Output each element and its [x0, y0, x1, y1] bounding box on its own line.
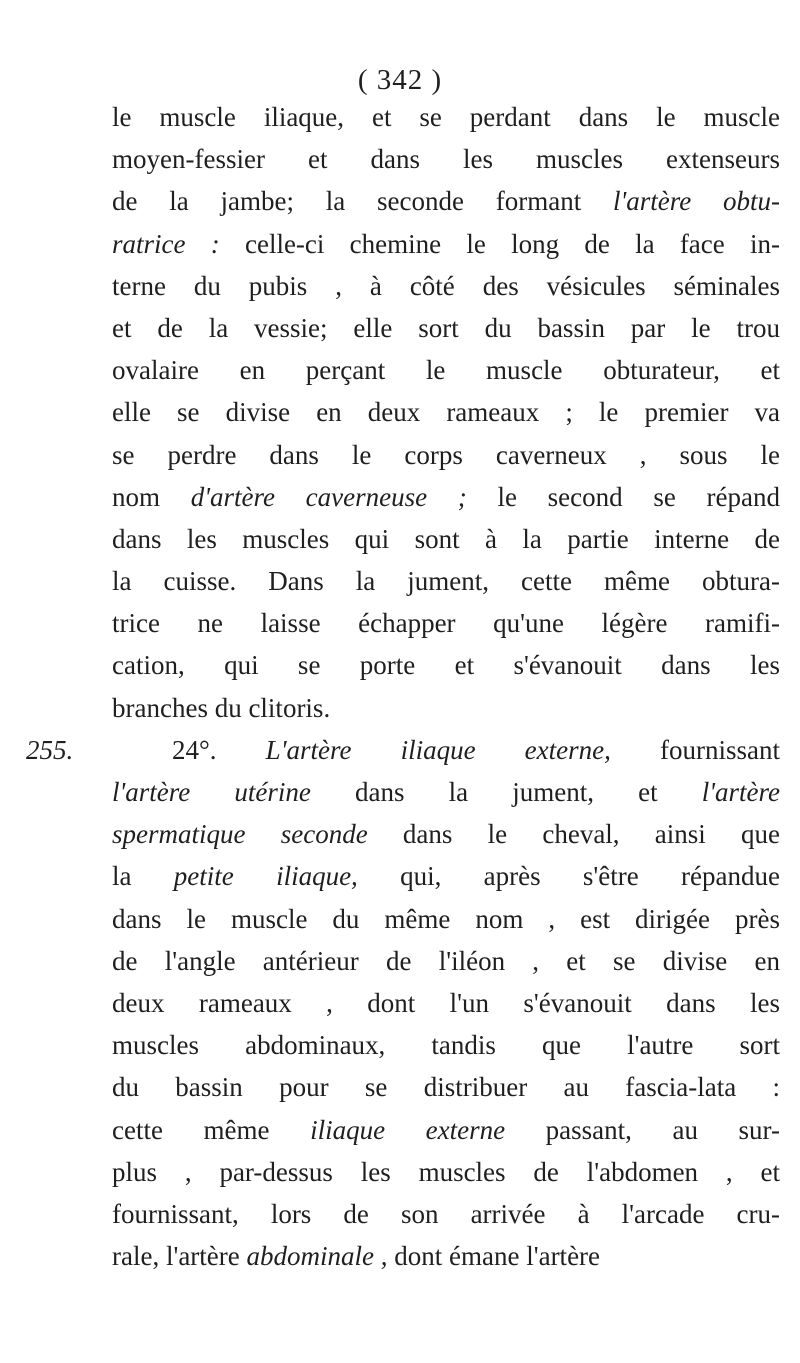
text-run: deux rameaux , dont l'un s'évanouit dans les	[112, 987, 780, 1018]
text-run: rale, l'artère	[112, 1241, 247, 1272]
italic-term: petite iliaque,	[173, 861, 358, 892]
italic-term: l'artère	[701, 777, 780, 807]
italic-term: iliaque externe	[310, 1114, 506, 1145]
text-line	[112, 940, 780, 982]
text-line	[112, 391, 780, 433]
text-line	[112, 265, 780, 307]
text-run: plus , par-dessus les muscles de l'abdomen , et	[112, 1156, 780, 1187]
text-line	[112, 855, 780, 897]
text-run: la cuisse. Dans la jument, cette même obtura-	[112, 566, 780, 597]
text-run: passant, au sur-	[505, 1114, 780, 1145]
text-line	[112, 1193, 780, 1235]
text-run: cation, qui se porte et s'évanouit dans les	[112, 650, 780, 681]
text-line	[112, 644, 780, 686]
text-run: fournissant, lors de son arrivée à l'arcade cru-	[112, 1198, 780, 1229]
text-run: qui, après s'être répandue	[357, 861, 780, 892]
text-line	[112, 434, 780, 476]
italic-term: abdominale ,	[246, 1241, 388, 1272]
text-line	[112, 813, 780, 855]
text-line	[112, 602, 780, 644]
text-line	[112, 180, 780, 222]
text-line	[112, 476, 780, 518]
text-run: et de la vessie; elle sort du bassin par le trou	[112, 312, 780, 343]
text-line	[112, 1024, 780, 1066]
text-run: muscles abdominaux, tandis que l'autre sort	[112, 1030, 780, 1061]
text-line	[112, 898, 780, 940]
italic-term: l'artère obtu-	[612, 186, 780, 217]
text-line	[112, 518, 780, 560]
text-run: celle-ci chemine le long de la face in-	[219, 228, 780, 259]
text-line	[112, 1151, 780, 1193]
italic-term: L'artère iliaque externe,	[265, 734, 611, 765]
text-run: de la jambe; la seconde formant	[112, 186, 613, 217]
italic-term: spermatique seconde	[112, 819, 368, 850]
italic-term: d'artère caverneuse ;	[190, 481, 467, 512]
text-line	[112, 349, 780, 391]
text-run: elle se divise en deux rameaux ; le premier va	[112, 397, 780, 428]
text-run: le second se répand	[466, 481, 780, 512]
text-run: se perdre dans le corps caverneux , sous le	[112, 439, 780, 470]
text-line	[112, 307, 780, 349]
text-run: moyen-fessier et dans les muscles extenseurs	[112, 144, 780, 175]
text-run: ovalaire en perçant le muscle obturateur, et	[112, 355, 780, 386]
text-line	[112, 729, 780, 771]
text-run: la	[112, 861, 174, 892]
text-line	[112, 96, 780, 138]
text-run: du bassin pour se distribuer au fascia-lata :	[112, 1072, 780, 1103]
text-line	[112, 1066, 780, 1108]
page-number: ( 342 )	[357, 64, 443, 96]
text-run: branches du clitoris.	[112, 692, 331, 723]
text-run: 24°.	[172, 734, 266, 765]
body-text	[112, 96, 780, 1277]
text-line	[112, 982, 780, 1024]
text-run: dans les muscles qui sont à la partie interne de	[112, 523, 780, 554]
text-line	[112, 138, 780, 180]
paragraph-margin-number: 255.	[26, 735, 74, 765]
text-line	[112, 223, 780, 265]
italic-term: l'artère utérine	[112, 777, 311, 807]
text-run: cette même	[112, 1114, 311, 1145]
text-line	[112, 687, 780, 729]
text-run: dans le cheval, ainsi que	[367, 819, 780, 850]
italic-term: ratrice :	[112, 228, 220, 259]
text-run: dans le muscle du même nom , est dirigée près	[112, 903, 780, 934]
text-run: trice ne laisse échapper qu'une légère ramifi-	[112, 608, 780, 639]
text-run: nom	[112, 481, 191, 512]
text-run: de l'angle antérieur de l'iléon , et se divise en	[112, 945, 780, 976]
text-line	[112, 560, 780, 602]
text-run: dans la jument, et	[310, 777, 702, 807]
text-run: le muscle iliaque, et se perdant dans le muscle	[112, 102, 780, 132]
text-line	[112, 1235, 780, 1277]
text-line	[112, 771, 780, 813]
text-line	[112, 1109, 780, 1151]
text-run: dont émane l'artère	[387, 1241, 601, 1272]
text-run: terne du pubis , à côté des vésicules séminales	[112, 270, 780, 301]
text-run: fournissant	[610, 734, 780, 765]
